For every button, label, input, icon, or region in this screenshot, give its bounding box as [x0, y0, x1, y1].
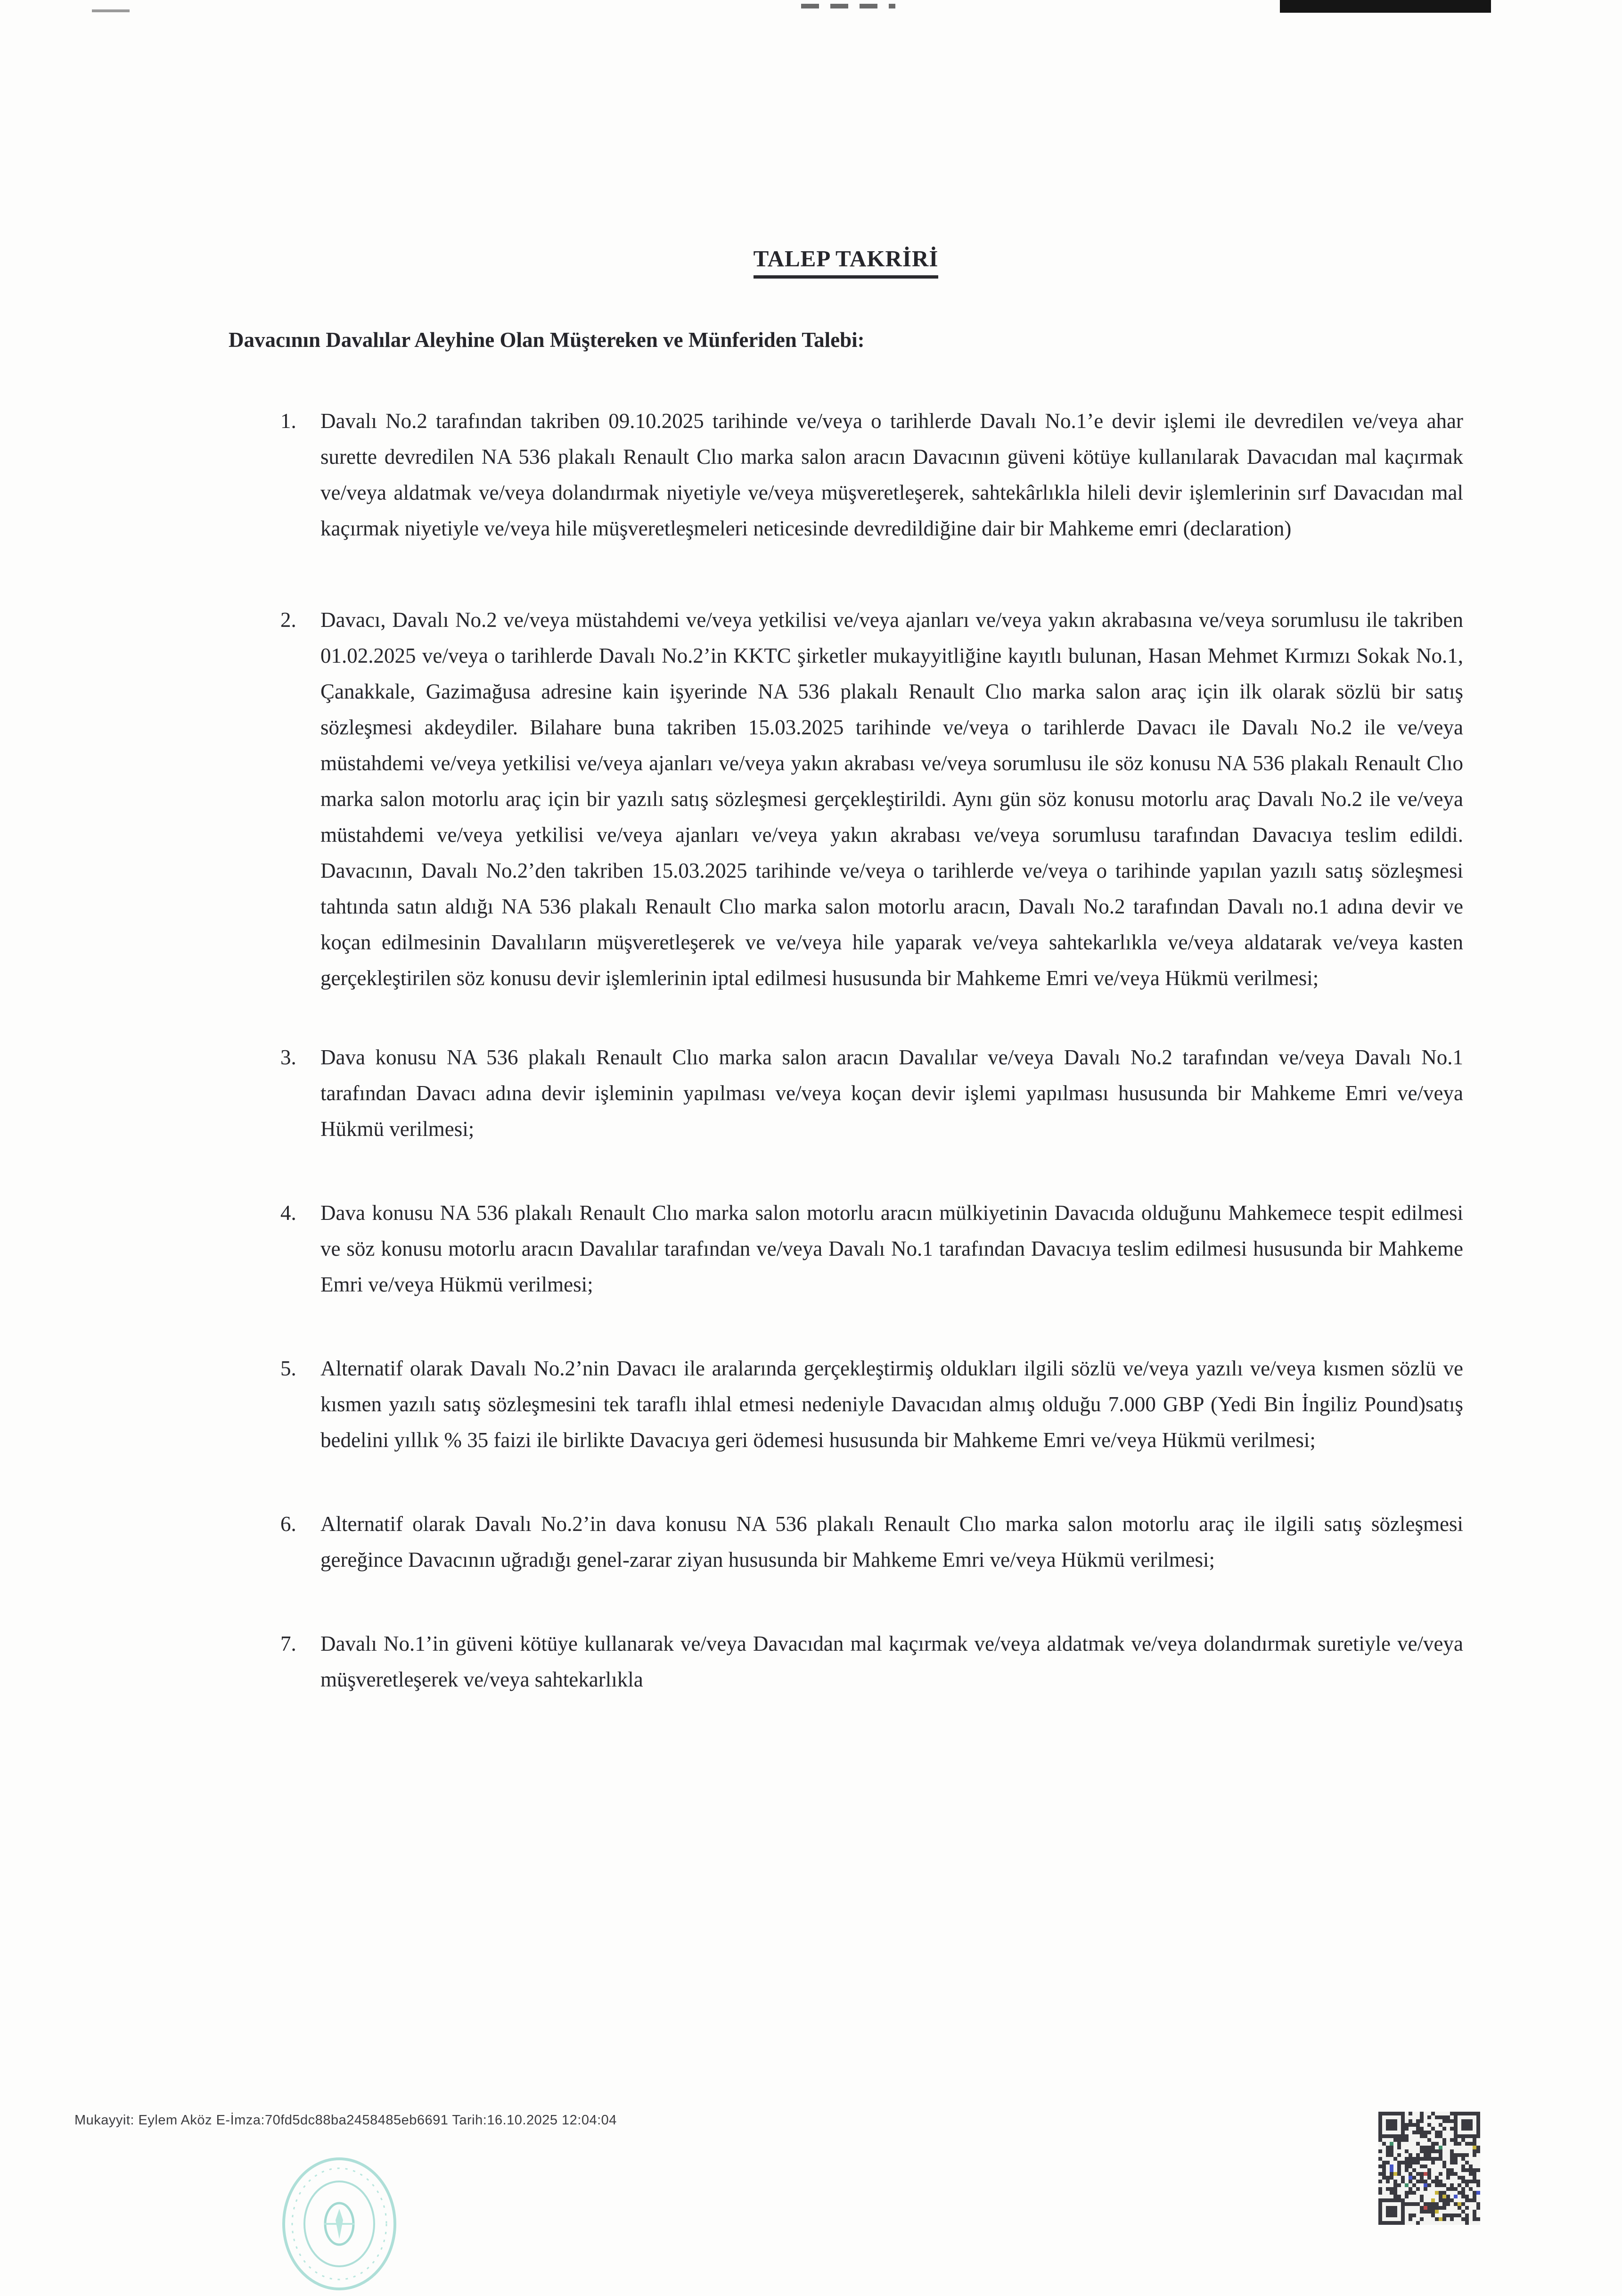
claim-item-2: [229, 602, 1463, 996]
document-title-text: TALEP TAKRİRİ: [754, 246, 939, 279]
item-text: Davacı, Davalı No.2 ve/veya müstahdemi ve/veya yetkilisi ve/veya ajanları ve/veya yakın akrabasına ve/veya sorumlusu ile takriben 01.02.2025 ve/veya o tarihlerde Davalı No.2’in KKTC şirketler mukayyitliğine kayıtlı bulunan, Hasan Mehmet Kırmızı Sokak No.1, Çanakkale, Gazimağusa adresine kain işyerinde NA 536 plakalı Renault Clıo marka salon araç için ilk olarak sözlü bir satış sözleşmesi akdeydiler. Bilahare buna takriben 15.03.2025 tarihinde ve/veya o tarihlerde Davacı ile Davalı No.2 ile ve/veya müstahdemi ve/veya yetkilisi ve/veya ajanları ve/veya yakın akrabası ve/veya sorumlusu ile söz konusu NA 536 plakalı Renault Clıo marka salon motorlu araç için bir yazılı satış sözleşmesi gerçekleştirildi. Aynı gün söz konusu motorlu araç Davalı No.2 ile ve/veya müstahdemi ve/veya yetkilisi ve/veya ajanları ve/veya yakın akrabası ve/veya sorumlusu tarafından Davacıya teslim edildi. Davacının, Davalı No.2’den takriben 15.03.2025 tarihinde ve/veya o tarihlerde ve/veya o tarihinde yapılan yazılı satış sözleşmesi tahtında satın aldığı NA 536 plakalı Renault Clıo marka salon motorlu aracın, Davalı No.2 tarafından Davalı no.1 adına devir ve koçan edilmesinin Davalıların müşveretleşerek ve ve/veya hile yaparak ve/veya sahtekarlıkla ve/veya aldatarak ve/veya kasten gerçekleştirilen söz konusu devir işlemlerinin iptal edilmesi hususunda bir Mahkeme Emri ve/veya Hükmü verilmesi;: [320, 608, 1463, 990]
item-number: 1.: [280, 409, 296, 433]
item-number: 7.: [280, 1632, 296, 1655]
claim-item-1: [229, 403, 1463, 546]
item-text: Alternatif olarak Davalı No.2’in dava konusu NA 536 plakalı Renault Clıo marka salon motorlu araç ile ilgili satış sözleşmesi gereğince Davacının uğradığı genel-zarar ziyan hususunda bir Mahkeme Emri ve/veya Hükmü verilmesi;: [320, 1512, 1463, 1572]
item-number: 3.: [280, 1045, 296, 1069]
claim-item-7: [229, 1626, 1463, 1697]
item-text: Alternatif olarak Davalı No.2’nin Davacı ile aralarında gerçekleştirmiş oldukları ilgili sözlü ve/veya yazılı ve/veya kısmen sözlü ve kısmen yazılı satış sözleşmesini tek taraflı ihlal etmesi nedeniyle Davacıdan almış olduğu 7.000 GBP (Yedi Bin İngiliz Pound)satış bedelini yıllık % 35 faizi ile birlikte Davacıya geri ödemesi hususunda bir Mahkeme Emri ve/veya Hükmü verilmesi;: [320, 1357, 1463, 1452]
item-text: Davalı No.2 tarafından takriben 09.10.2025 tarihinde ve/veya o tarihlerde Davalı No.1’e devir işlemi ile devredilen ve/veya ahar surette devredilen NA 536 plakalı Renault Clıo marka salon aracın Davacının güveni kötüye kullanılarak Davacıdan mal kaçırmak ve/veya aldatmak ve/veya dolandırmak niyetiyle ve/veya müşveretleşerek, sahtekârlıkla hileli devir işlemlerinin sırf Davacıdan mal kaçırmak niyetiyle ve/veya hile müşveretleşmeleri neticesinde devredildiğine dair bir Mahkeme emri (declaration): [320, 409, 1463, 540]
claims-heading: Davacının Davalılar Aleyhine Olan Müştereken ve Münferiden Talebi:: [229, 328, 865, 352]
scan-artifact-topleft: [92, 9, 130, 12]
claim-item-4: [229, 1195, 1463, 1302]
document-title: [229, 245, 1463, 272]
item-number: 6.: [280, 1512, 296, 1536]
claim-item-3: [229, 1039, 1463, 1147]
item-number: 4.: [280, 1201, 296, 1225]
document-body: [229, 245, 1463, 1697]
item-number: 2.: [280, 608, 296, 632]
item-text: Davalı No.1’in güveni kötüye kullanarak ve/veya Davacıdan mal kaçırmak ve/veya aldatmak ve/veya dolandırmak suretiyle ve/veya müşveretleşerek ve/veya sahtekarlıkla: [320, 1632, 1463, 1691]
item-number: 5.: [280, 1357, 296, 1380]
claims-list: [229, 403, 1463, 1697]
item-text: Dava konusu NA 536 plakalı Renault Clıo marka salon motorlu aracın mülkiyetinin Davacıda olduğunu Mahkemece tespit edilmesi ve söz konusu motorlu aracın Davalılar tarafından ve/veya Davalı No.1 tarafından Davacıya teslim edilmesi hususunda bir Mahkeme Emri ve/veya Hükmü verilmesi;: [320, 1201, 1463, 1296]
item-text: Dava konusu NA 536 plakalı Renault Clıo marka salon aracın Davalılar ve/veya Davalı No.2 tarafından ve/veya Davalı No.1 tarafından Davacı adına devir işleminin yapılması ve/veya koçan devir işlemi yapılması hususunda bir Mahkeme Emri ve/veya Hükmü verilmesi;: [320, 1045, 1463, 1141]
registrar-esignature-footer: Mukayyit: Eylem Aköz E-İmza:70fd5dc88ba2458485eb6691 Tarih:16.10.2025 12:04:04: [74, 2113, 617, 2128]
scan-artifact-topright-bar: [1280, 0, 1491, 13]
qr-code: [1378, 2112, 1480, 2225]
claim-item-5: [229, 1350, 1463, 1458]
scan-artifact-topcenter: [801, 4, 895, 8]
claim-item-6: [229, 1506, 1463, 1578]
court-seal-stamp-icon: [272, 2153, 406, 2295]
